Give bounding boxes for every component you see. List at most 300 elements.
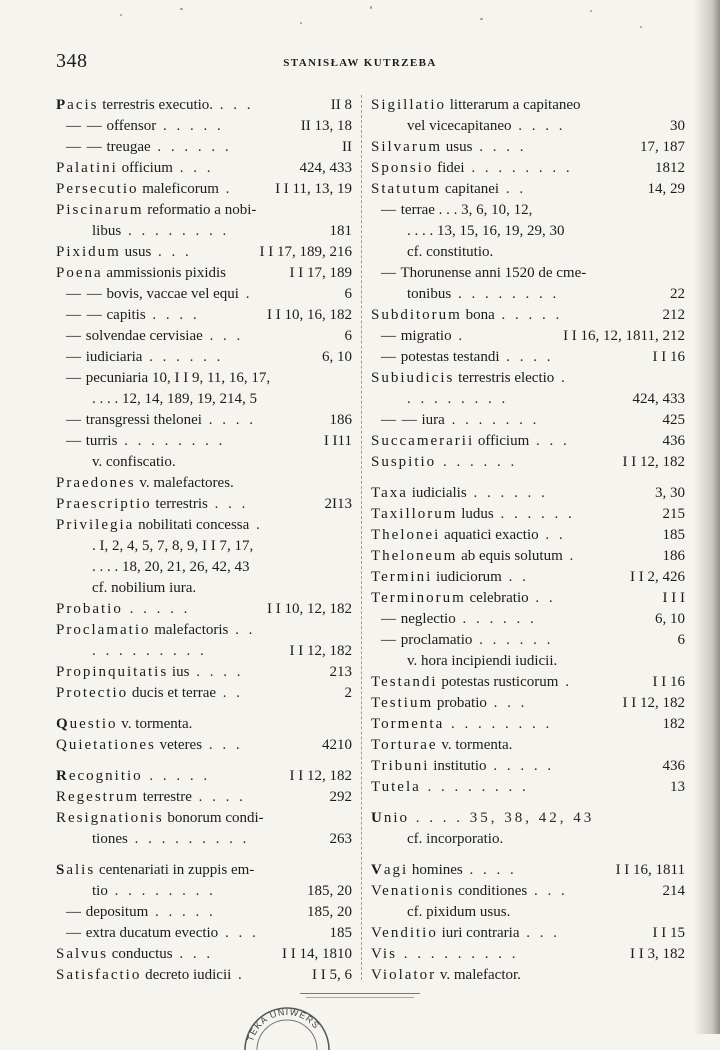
entry-initial: R bbox=[56, 768, 69, 784]
index-entry bbox=[371, 630, 685, 651]
entry-reference: 2 bbox=[344, 685, 352, 701]
index-entry bbox=[56, 536, 352, 557]
entry-reference: 182 bbox=[662, 716, 685, 732]
index-entry bbox=[371, 829, 685, 850]
entry-text: solvendae cervisiae bbox=[82, 328, 203, 344]
entry-leader: . . . . . . . . bbox=[121, 223, 230, 239]
entry-leader: . . . . . . . . bbox=[117, 433, 226, 449]
entry-text: v. tormenta. bbox=[437, 737, 513, 753]
entry-text: conductus bbox=[108, 946, 173, 962]
index-entry bbox=[56, 410, 352, 431]
entry-text: iuri contraria bbox=[437, 925, 520, 941]
entry-reference: 4210 bbox=[322, 737, 352, 753]
entry-leader: . . . bbox=[202, 737, 243, 753]
entry-reference: I I11 bbox=[323, 433, 352, 449]
entry-leader: . . . . . bbox=[494, 307, 563, 323]
index-entry bbox=[56, 200, 352, 221]
entry-leader: . . . bbox=[213, 97, 254, 113]
entry-text: iudiciorum bbox=[432, 569, 502, 585]
entry-leader: . . . bbox=[172, 160, 214, 176]
index-entry bbox=[56, 829, 352, 850]
entry-headword: Regestrum bbox=[56, 789, 139, 805]
index-entry bbox=[371, 808, 685, 829]
entry-reference: 214 bbox=[662, 883, 685, 899]
index-entry bbox=[56, 116, 352, 137]
entry-headword: Praedones bbox=[56, 475, 136, 491]
entry-headword: Theloneum bbox=[371, 548, 458, 564]
index-entry bbox=[371, 923, 685, 944]
entry-leader: . . . . . . . . bbox=[420, 779, 529, 795]
index-entry bbox=[371, 452, 685, 473]
entry-leader: . . . . . . bbox=[436, 454, 518, 470]
entry-reference: 186 bbox=[662, 548, 685, 564]
entry-leader: . . . . bbox=[189, 664, 244, 680]
index-entry bbox=[56, 808, 352, 829]
entry-reference: I I 3, 182 bbox=[630, 946, 685, 962]
entry-reference: 425 bbox=[662, 412, 685, 428]
entry-leader: . . . . . bbox=[122, 601, 191, 617]
entry-text: v. malefactores. bbox=[135, 475, 234, 491]
entry-reference: 185 bbox=[662, 527, 685, 543]
entry-reference: I I 10, 16, 182 bbox=[267, 307, 352, 323]
entry-headword: Privilegia bbox=[56, 517, 135, 533]
index-entry bbox=[56, 515, 352, 536]
entry-text: centenariati in zuppis em- bbox=[95, 862, 255, 878]
svg-text:TEKA UNIWERS bbox=[245, 1007, 321, 1043]
index-entry bbox=[56, 431, 352, 452]
index-entry bbox=[56, 881, 352, 902]
entry-leader: . . . . . bbox=[142, 768, 211, 784]
entry-text: neglectio bbox=[397, 611, 456, 627]
library-stamp-icon bbox=[232, 1000, 342, 1050]
entry-text: . . . . 13, 15, 16, 19, 29, 30 bbox=[407, 223, 565, 239]
entry-headword: Silvarum bbox=[371, 139, 442, 155]
entry-text: veteres bbox=[155, 737, 203, 753]
entry-reference: 185, 20 bbox=[307, 904, 352, 920]
index-entry bbox=[371, 735, 685, 756]
entry-headword: Palatini bbox=[56, 160, 118, 176]
entry-headword: Resignationis bbox=[56, 810, 164, 826]
index-entry bbox=[56, 305, 352, 326]
entry-initial: P bbox=[56, 97, 68, 113]
entry-text: usus bbox=[442, 139, 473, 155]
entry-headword: Violator bbox=[371, 967, 437, 983]
entry-dash: — — bbox=[66, 118, 103, 134]
page-edge-shadow bbox=[694, 0, 720, 1034]
entry-leader: . bbox=[562, 548, 577, 564]
entry-headword: Succamerarii bbox=[371, 433, 475, 449]
entry-text: decreto iudicii bbox=[141, 967, 232, 983]
column-divider bbox=[361, 95, 362, 980]
index-entry bbox=[56, 137, 352, 158]
index-entry bbox=[371, 965, 685, 986]
entry-leader: . . . bbox=[519, 925, 560, 941]
index-entry bbox=[371, 525, 685, 546]
entry-text: ammissionis pixidis bbox=[102, 265, 227, 281]
entry-reference: 6, 10 bbox=[655, 611, 685, 627]
entry-headword: Subditorum bbox=[371, 307, 462, 323]
entry-headword: nio bbox=[383, 810, 410, 826]
entry-text: extra ducatum evectio bbox=[82, 925, 219, 941]
entry-text: offensor bbox=[102, 118, 157, 134]
entry-text: v. tormenta. bbox=[117, 716, 193, 732]
entry-leader: . . bbox=[216, 685, 244, 701]
entry-text: terrestre bbox=[139, 789, 192, 805]
index-entry bbox=[56, 578, 352, 599]
entry-leader: . . . . . . bbox=[142, 349, 224, 365]
entry-text: capitis bbox=[102, 307, 146, 323]
entry-leader: . . . . bbox=[511, 118, 566, 134]
entry-headword: Venationis bbox=[371, 883, 455, 899]
entry-headword: ecognitio bbox=[68, 768, 143, 784]
entry-reference: 6 bbox=[344, 328, 352, 344]
index-entry bbox=[56, 766, 352, 787]
entry-leader: . . bbox=[501, 569, 529, 585]
entry-reference: 3, 30 bbox=[655, 485, 685, 501]
entry-leader: . bbox=[558, 674, 572, 690]
entry-reference: I I 12, 182 bbox=[289, 768, 352, 784]
entry-initial: U bbox=[371, 810, 384, 826]
entry-text: terrestris electio bbox=[454, 370, 555, 386]
entry-text: institutio bbox=[429, 758, 487, 774]
entry-text: Thorunense anni 1520 de cme- bbox=[397, 265, 587, 281]
entry-reference: 6, 10 bbox=[322, 349, 352, 365]
entry-text: potestas rusticorum bbox=[437, 674, 559, 690]
index-entry bbox=[56, 662, 352, 683]
entry-reference: 14, 29 bbox=[647, 181, 685, 197]
entry-leader: . bbox=[231, 967, 245, 983]
index-entry bbox=[56, 860, 352, 881]
index-entry bbox=[56, 389, 352, 410]
page-number: 348 bbox=[56, 50, 88, 72]
entry-reference: 186 bbox=[329, 412, 352, 428]
index-entry bbox=[371, 326, 685, 347]
entry-reference: 213 bbox=[329, 664, 352, 680]
entry-reference: I I I bbox=[662, 590, 685, 606]
index-entry bbox=[56, 158, 352, 179]
entry-leader: . bbox=[218, 181, 233, 197]
index-entry bbox=[56, 735, 352, 756]
entry-leader: . . . . bbox=[499, 349, 554, 365]
entry-leader: . . . . . . bbox=[493, 506, 575, 522]
index-entry bbox=[56, 368, 352, 389]
entry-headword: Tribuni bbox=[371, 758, 430, 774]
index-entry bbox=[56, 902, 352, 923]
entry-leader: . bbox=[238, 286, 253, 302]
entry-reference: 30 bbox=[670, 118, 685, 134]
entry-leader: . bbox=[451, 328, 466, 344]
entry-text: . . . . 18, 20, 21, 26, 42, 43 bbox=[92, 559, 250, 575]
entry-reference: 212 bbox=[662, 307, 685, 323]
entry-reference: I I 16 bbox=[652, 349, 685, 365]
entry-text: nobilitati concessa bbox=[134, 517, 250, 533]
entry-dash: — bbox=[381, 349, 397, 365]
entry-headword: acis bbox=[67, 97, 99, 113]
entry-leader: . . . bbox=[218, 925, 259, 941]
entry-text: officium bbox=[474, 433, 530, 449]
entry-text: ducis et terrae bbox=[128, 685, 217, 701]
entry-headword: Testandi bbox=[371, 674, 438, 690]
entry-leader: . . . . . . . . . bbox=[92, 643, 207, 659]
entry-dash: — — bbox=[66, 286, 103, 302]
entry-leader: . . . . . bbox=[156, 118, 224, 134]
entry-reference: II bbox=[342, 139, 352, 155]
entry-text: v. malefactor. bbox=[436, 967, 521, 983]
entry-headword: Taxillorum bbox=[371, 506, 458, 522]
index-entry bbox=[371, 902, 685, 923]
entry-reference: 13 bbox=[670, 779, 685, 795]
entry-reference: 181 bbox=[329, 223, 352, 239]
index-entry bbox=[371, 588, 685, 609]
index-entry bbox=[56, 714, 352, 735]
entry-headword: Torturae bbox=[371, 737, 438, 753]
entry-leader: . . . . . . . . bbox=[464, 160, 573, 176]
entry-reference: I I 12, 182 bbox=[622, 454, 685, 470]
entry-leader: . . . . . . bbox=[455, 611, 537, 627]
entry-text: officium bbox=[117, 160, 173, 176]
entry-reference: 263 bbox=[329, 831, 352, 847]
entry-headword: Sponsio bbox=[371, 160, 434, 176]
entry-text: ius bbox=[168, 664, 190, 680]
index-entry bbox=[56, 923, 352, 944]
entry-reference: 436 bbox=[662, 433, 685, 449]
entry-leader: . . . bbox=[207, 496, 249, 512]
entry-leader: . . . . . . bbox=[150, 139, 232, 155]
entry-reference: 2I13 bbox=[324, 496, 352, 512]
entry-text: bona bbox=[461, 307, 495, 323]
entry-initial: S bbox=[56, 862, 67, 878]
index-entry bbox=[56, 95, 352, 116]
entry-text: iura bbox=[417, 412, 445, 428]
index-entry bbox=[56, 452, 352, 473]
entry-text: terrae . . . 3, 6, 10, 12, bbox=[397, 202, 533, 218]
entry-leader: . . . . . bbox=[486, 758, 555, 774]
entry-dash: — bbox=[66, 904, 82, 920]
entry-text: treugae bbox=[102, 139, 151, 155]
entry-text: migratio bbox=[397, 328, 452, 344]
entry-reference: 6 bbox=[677, 632, 685, 648]
stamp-text: TEKA UNIWERS bbox=[245, 1006, 322, 1043]
entry-text: cf. constitutio. bbox=[407, 244, 494, 260]
index-entry bbox=[371, 410, 685, 431]
entry-headword: uestio bbox=[69, 716, 118, 732]
entry-dash: — bbox=[66, 349, 82, 365]
entry-headword: Poena bbox=[56, 265, 103, 281]
entry-reference: I I 2, 426 bbox=[630, 569, 685, 585]
entry-headword: Tormenta bbox=[371, 716, 445, 732]
entry-reference: 424, 433 bbox=[632, 391, 685, 407]
index-entry bbox=[371, 179, 685, 200]
index-entry bbox=[56, 787, 352, 808]
index-entry bbox=[371, 651, 685, 672]
entry-text: conditiones bbox=[454, 883, 528, 899]
entry-headword: Persecutio bbox=[56, 181, 139, 197]
entry-text: cf. nobilium iura. bbox=[92, 580, 197, 596]
index-entry bbox=[371, 242, 685, 263]
entry-headword: Protectio bbox=[56, 685, 129, 701]
entry-leader: . bbox=[554, 370, 568, 386]
bottom-rule-thin bbox=[306, 997, 414, 998]
index-entry bbox=[371, 693, 685, 714]
entry-text: capitanei bbox=[441, 181, 500, 197]
entry-headword: Thelonei bbox=[371, 527, 441, 543]
entry-text: potestas testandi bbox=[397, 349, 500, 365]
entry-text: tonibus bbox=[407, 286, 452, 302]
entry-leader: . . . . . . . . . bbox=[396, 946, 519, 962]
entry-dash: — bbox=[381, 328, 397, 344]
print-specks bbox=[60, 0, 680, 40]
entry-headword: Suspitio bbox=[371, 454, 437, 470]
index-entry bbox=[371, 305, 685, 326]
entry-text: depositum bbox=[82, 904, 149, 920]
index-entry bbox=[56, 326, 352, 347]
entry-text: litterarum a capitaneo bbox=[446, 97, 581, 113]
index-entry bbox=[56, 557, 352, 578]
index-entry bbox=[371, 714, 685, 735]
entry-text: pecuniaria 10, I I 9, 11, 16, 17, bbox=[82, 370, 271, 386]
entry-initial: V bbox=[371, 862, 384, 878]
entry-leader: . . . . bbox=[191, 789, 246, 805]
entry-text: vel vicecapitaneo bbox=[407, 118, 512, 134]
entry-text: iudicialis bbox=[407, 485, 467, 501]
index-entry bbox=[371, 263, 685, 284]
entry-headword: Praescriptio bbox=[56, 496, 152, 512]
index-entry bbox=[56, 221, 352, 242]
entry-leader: . . . . . . bbox=[466, 485, 548, 501]
entry-headword: Subiudicis bbox=[371, 370, 455, 386]
entry-leader: . . . . bbox=[462, 862, 517, 878]
index-entry bbox=[371, 609, 685, 630]
entry-headword: Taxa bbox=[371, 485, 408, 501]
entry-text: v. confiscatio. bbox=[92, 454, 176, 470]
entry-leader: . . . . . . . . bbox=[107, 883, 216, 899]
entry-dash: — bbox=[66, 412, 82, 428]
entry-text: bonorum condi- bbox=[163, 810, 264, 826]
index-entry bbox=[371, 546, 685, 567]
entry-initial: Q bbox=[56, 716, 70, 732]
index-entry bbox=[56, 683, 352, 704]
entry-text: malefactoris bbox=[150, 622, 229, 638]
index-entry bbox=[371, 347, 685, 368]
index-entry bbox=[56, 242, 352, 263]
entry-text: ludus bbox=[457, 506, 494, 522]
entry-reference: I I 14, 1810 bbox=[282, 946, 352, 962]
index-entry bbox=[371, 284, 685, 305]
entry-reference: I I 5, 6 bbox=[312, 967, 352, 983]
index-entry bbox=[56, 599, 352, 620]
entry-reference: 185, 20 bbox=[307, 883, 352, 899]
entry-headword: Satisfactio bbox=[56, 967, 142, 983]
index-entry bbox=[56, 347, 352, 368]
entry-leader: . . . bbox=[172, 946, 214, 962]
running-head: STANISŁAW KUTRZEBA bbox=[283, 57, 437, 69]
entry-leader: . . . . . . bbox=[472, 632, 554, 648]
index-entry bbox=[56, 641, 352, 662]
index-entry bbox=[56, 965, 352, 986]
entry-text: aquatici exactio bbox=[440, 527, 539, 543]
entry-text: terrestris bbox=[151, 496, 208, 512]
entry-reference: I I 15 bbox=[652, 925, 685, 941]
entry-text: fidei bbox=[433, 160, 465, 176]
entry-headword: Venditio bbox=[371, 925, 438, 941]
entry-leader: . . . . 35, 38, 42, 43 bbox=[409, 810, 595, 826]
index-entry bbox=[371, 504, 685, 525]
entry-headword: alis bbox=[66, 862, 96, 878]
entry-leader: . . . . . bbox=[148, 904, 216, 920]
entry-reference: 17, 187 bbox=[640, 139, 685, 155]
entry-text: homines bbox=[408, 862, 463, 878]
index-entry bbox=[56, 284, 352, 305]
index-entry bbox=[371, 944, 685, 965]
entry-reference: I I 16, 1811 bbox=[615, 862, 685, 878]
index-entry bbox=[371, 881, 685, 902]
entry-text: . . . . 12, 14, 189, 19, 214, 5 bbox=[92, 391, 257, 407]
entry-reference: 22 bbox=[670, 286, 685, 302]
entry-reference: 6 bbox=[344, 286, 352, 302]
entry-leader: . . . . bbox=[201, 412, 256, 428]
entry-text: tiones bbox=[92, 831, 128, 847]
index-entry bbox=[371, 777, 685, 798]
index-entry bbox=[371, 137, 685, 158]
index-entry bbox=[371, 756, 685, 777]
entry-text: terrestris executio. bbox=[98, 97, 214, 113]
entry-headword: Piscinarum bbox=[56, 202, 144, 218]
entry-headword: Testium bbox=[371, 695, 434, 711]
entry-headword: Statutum bbox=[371, 181, 442, 197]
entry-reference: I I 11, 13, 19 bbox=[275, 181, 352, 197]
entry-text: bovis, vaccae vel equi bbox=[102, 286, 239, 302]
entry-headword: Salvus bbox=[56, 946, 109, 962]
index-entry bbox=[371, 860, 685, 881]
index-entry bbox=[371, 672, 685, 693]
entry-dash: — bbox=[66, 433, 82, 449]
entry-leader: . . . bbox=[202, 328, 244, 344]
entry-leader: . . bbox=[228, 622, 256, 638]
index-entry bbox=[371, 483, 685, 504]
entry-text: tio bbox=[92, 883, 108, 899]
entry-headword: Vis bbox=[371, 946, 397, 962]
entry-leader: . . . bbox=[486, 695, 528, 711]
entry-headword: Propinquitatis bbox=[56, 664, 169, 680]
entry-reference: II 8 bbox=[330, 97, 352, 113]
entry-text: turris bbox=[82, 433, 118, 449]
entry-reference: 1812 bbox=[655, 160, 685, 176]
entry-reference: 292 bbox=[329, 789, 352, 805]
entry-text: . I, 2, 4, 5, 7, 8, 9, I I 7, 17, bbox=[92, 538, 254, 554]
index-entry bbox=[371, 431, 685, 452]
entry-text: maleficorum bbox=[138, 181, 219, 197]
entry-dash: — bbox=[66, 328, 82, 344]
entry-reference: I I 17, 189 bbox=[289, 265, 352, 281]
entry-dash: — bbox=[381, 202, 397, 218]
entry-reference: I I 12, 182 bbox=[622, 695, 685, 711]
entry-headword: Termini bbox=[371, 569, 433, 585]
entry-dash: — — bbox=[66, 307, 103, 323]
entry-leader: . . . . . . . . bbox=[407, 391, 509, 407]
entry-dash: — bbox=[66, 925, 82, 941]
entry-leader: . . . . bbox=[472, 139, 527, 155]
entry-dash: — — bbox=[66, 139, 103, 155]
entry-leader: . . . . bbox=[145, 307, 200, 323]
entry-leader: . . bbox=[538, 527, 566, 543]
entry-reference: I I 10, 12, 182 bbox=[267, 601, 352, 617]
index-entry bbox=[56, 494, 352, 515]
entry-leader: . . bbox=[499, 181, 527, 197]
bottom-rule bbox=[300, 993, 420, 994]
index-entry bbox=[371, 158, 685, 179]
entry-reference: 424, 433 bbox=[299, 160, 352, 176]
entry-text: transgressi thelonei bbox=[82, 412, 202, 428]
